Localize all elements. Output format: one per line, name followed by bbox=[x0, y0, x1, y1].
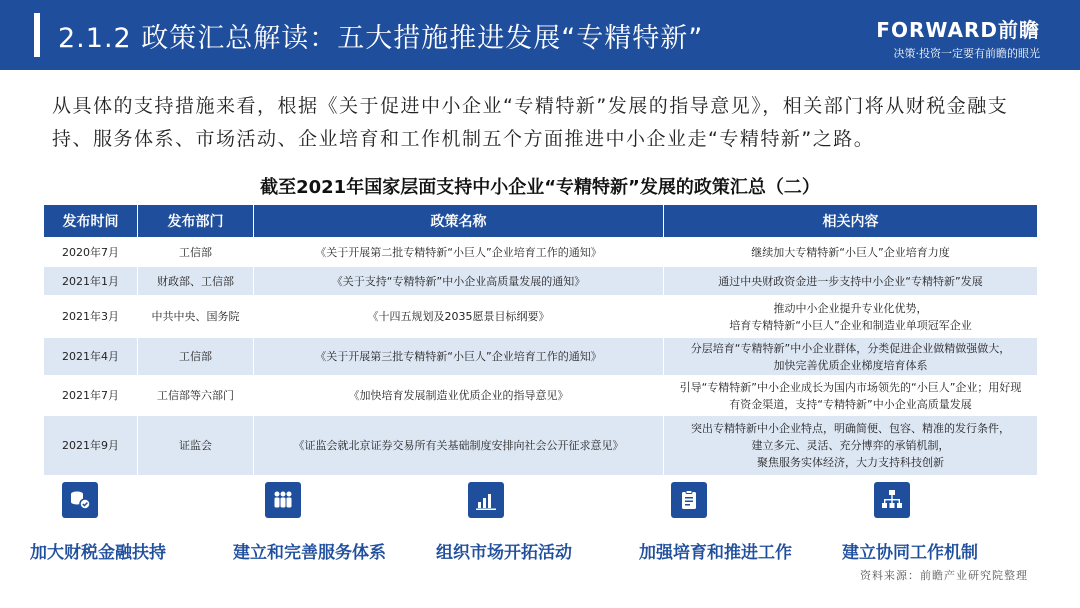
cell-dept: 财政部、工信部 bbox=[138, 267, 254, 296]
measure-mechanism bbox=[842, 482, 1042, 563]
measure-cultivation bbox=[639, 482, 839, 563]
cell-name: 《证监会就北京证券交易所有关基础制度安排向社会公开征求意见》 bbox=[254, 416, 664, 476]
cell-content bbox=[664, 296, 1038, 338]
cell-dept: 工信部等六部门 bbox=[138, 376, 254, 416]
table-title: 截至2021年国家层面支持中小企业“专精特新”发展的政策汇总（二） bbox=[260, 177, 820, 198]
people-icon bbox=[265, 482, 301, 518]
logo-brand: FORWARD前瞻 bbox=[876, 18, 1040, 42]
cell-dept: 中共中央、国务院 bbox=[138, 296, 254, 338]
cell-time: 2021年3月 bbox=[44, 296, 138, 338]
content-line: 突出专精特新中小企业特点，明确简便、包容、精准的发行条件， bbox=[691, 422, 1010, 435]
table-row bbox=[44, 267, 1038, 296]
page-title: 2.1.2 政策汇总解读：五大措施推进发展“专精特新” bbox=[58, 23, 704, 54]
table-row bbox=[44, 376, 1038, 416]
cell-dept: 证监会 bbox=[138, 416, 254, 476]
content-line: 有资金渠道，支持“专精特新”中小企业高质量发展 bbox=[729, 397, 972, 411]
intro-paragraph: 从具体的支持措施来看，根据《关于促进中小企业“专精特新”发展的指导意见》，相关部门将从财税金融支持、服务体系、市场活动、企业培育和工作机制五个方面推进中小企业走“专精特新”之路。 bbox=[52, 95, 1009, 150]
table-row bbox=[44, 416, 1038, 476]
content-line: 引导“专精特新”中小企业成长为国内市场领先的“小巨人”企业；用好现 bbox=[679, 380, 1022, 394]
cell-content bbox=[664, 376, 1038, 416]
content-line: 加快完善优质企业梯度培育体系 bbox=[773, 358, 928, 372]
header-name: 政策名称 bbox=[254, 205, 664, 238]
table-row bbox=[44, 238, 1038, 267]
cell-name: 《十四五规划及2035愿景目标纲要》 bbox=[254, 296, 664, 338]
cell-dept: 工信部 bbox=[138, 238, 254, 267]
cell-time: 2021年4月 bbox=[44, 338, 138, 376]
cell-name: 《加快培育发展制造业优质企业的指导意见》 bbox=[254, 376, 664, 416]
org-chart-icon bbox=[874, 482, 910, 518]
policy-table bbox=[43, 204, 1038, 476]
measure-label: 加大财税金融扶持 bbox=[30, 543, 166, 563]
source-note: 资料来源：前瞻产业研究院整理 bbox=[860, 569, 1028, 582]
content-line: 继续加大专精特新“小巨人”企业培育力度 bbox=[751, 245, 950, 259]
measure-finance bbox=[30, 482, 230, 563]
content-line: 推动中小企业提升专业化优势， bbox=[773, 301, 928, 315]
logo-slogan: 决策·投资一定要有前瞻的眼光 bbox=[893, 47, 1040, 60]
cell-time: 2020年7月 bbox=[44, 238, 138, 267]
measure-label: 建立和完善服务体系 bbox=[233, 543, 386, 563]
content-line: 通过中央财政资金进一步支持中小企业“专精特新”发展 bbox=[718, 274, 983, 288]
cell-name: 《关于开展第三批专精特新“小巨人”企业培育工作的通知》 bbox=[254, 338, 664, 376]
header-banner bbox=[0, 0, 1080, 70]
bar-chart-icon bbox=[468, 482, 504, 518]
measure-label: 组织市场开拓活动 bbox=[436, 543, 572, 563]
header-time: 发布时间 bbox=[44, 205, 138, 238]
table-row bbox=[44, 296, 1038, 338]
cell-content bbox=[664, 338, 1038, 376]
cell-content bbox=[664, 238, 1038, 267]
cell-dept: 工信部 bbox=[138, 338, 254, 376]
cell-content bbox=[664, 416, 1038, 476]
cell-name: 《关于开展第二批专精特新“小巨人”企业培育工作的通知》 bbox=[254, 238, 664, 267]
clipboard-icon bbox=[671, 482, 707, 518]
measures-row bbox=[30, 482, 1050, 562]
table-header-row bbox=[44, 205, 1038, 238]
cell-time: 2021年7月 bbox=[44, 376, 138, 416]
measure-label: 建立协同工作机制 bbox=[842, 543, 978, 563]
cell-name: 《关于支持“专精特新”中小企业高质量发展的通知》 bbox=[254, 267, 664, 296]
brand-logo bbox=[876, 14, 1040, 61]
content-line: 聚焦服务实体经济，大力支持科技创新 bbox=[757, 456, 944, 469]
content-line: 培育专精特新“小巨人”企业和制造业单项冠军企业 bbox=[729, 318, 972, 332]
measure-market bbox=[436, 482, 636, 563]
cell-content bbox=[664, 267, 1038, 296]
table-row bbox=[44, 338, 1038, 376]
title-accent-bar bbox=[34, 13, 40, 57]
content-line: 建立多元、灵活、充分博弈的承销机制， bbox=[751, 439, 950, 452]
coins-icon bbox=[62, 482, 98, 518]
measure-label: 加强培育和推进工作 bbox=[639, 543, 792, 563]
measure-service bbox=[233, 482, 433, 563]
content-line: 分层培育“专精特新”中小企业群体，分类促进企业做精做强做大， bbox=[690, 341, 1011, 355]
cell-time: 2021年1月 bbox=[44, 267, 138, 296]
cell-time: 2021年9月 bbox=[44, 416, 138, 476]
header-dept: 发布部门 bbox=[138, 205, 254, 238]
header-content: 相关内容 bbox=[664, 205, 1038, 238]
